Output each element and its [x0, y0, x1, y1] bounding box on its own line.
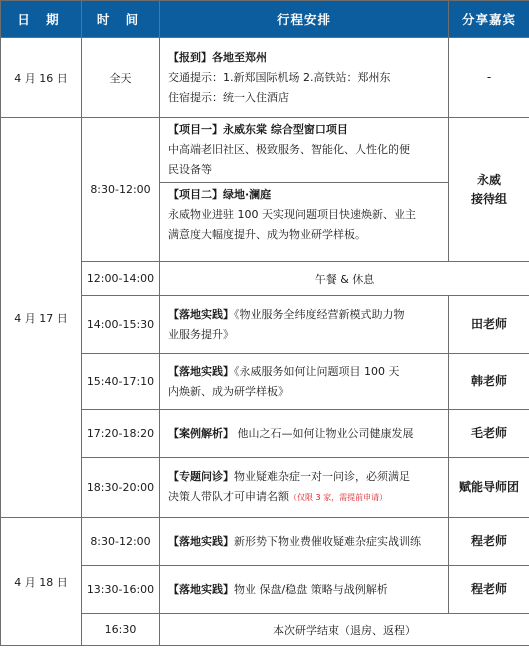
item-tag: 【落地实践】	[168, 534, 234, 548]
item-text: 内焕新、成为研学样板》	[168, 384, 289, 398]
header-time: 时 间	[82, 1, 160, 38]
item-tag: 【落地实践】	[168, 364, 234, 378]
time-cell: 13:30-16:00	[82, 566, 160, 614]
table-row	[1, 38, 529, 118]
date-cell: 4 月 16 日	[1, 38, 82, 118]
item-text: 物业疑难杂症一对一问诊，必须满足	[234, 470, 410, 483]
schedule-cell	[160, 566, 449, 614]
item-title: 【项目一】永威东棠 综合型窗口项目	[168, 123, 348, 136]
item-text: 物业 保盘/稳盘 策略与战例解析	[234, 582, 388, 596]
schedule-cell	[160, 118, 449, 262]
schedule-cell	[160, 296, 449, 354]
time-cell: 15:40-17:10	[82, 354, 160, 410]
guest-cell: 程老师	[449, 518, 529, 566]
guest-cell: -	[449, 38, 529, 118]
time-cell: 14:00-15:30	[82, 296, 160, 354]
item-tag: 【案例解析】	[168, 426, 234, 440]
time-cell: 17:20-18:20	[82, 410, 160, 458]
schedule-cell	[160, 354, 449, 410]
date-cell: 4 月 17 日	[1, 118, 82, 518]
item-text: 交通提示：1.新郑国际机场 2.高铁站：郑州东	[168, 70, 391, 84]
header-row	[1, 1, 529, 38]
header-guest: 分享嘉宾	[449, 1, 529, 38]
item-text: 他山之石—如何让物业公司健康发展	[234, 426, 414, 440]
item-tag: 【专题问诊】	[168, 470, 234, 483]
time-cell: 8:30-12:00	[82, 518, 160, 566]
item-text: 《物业服务全纬度经营新模式助力物	[234, 307, 405, 321]
end-cell: 本次研学结束（退房、返程）	[160, 614, 529, 646]
item-text: 业服务提升》	[168, 327, 234, 341]
header-schedule: 行程安排	[160, 1, 449, 38]
time-cell: 全天	[82, 38, 160, 118]
item-text: 住宿提示：统一入住酒店	[168, 90, 289, 104]
guest-cell	[449, 118, 529, 262]
guest-cell: 田老师	[449, 296, 529, 354]
time-cell: 12:00-14:00	[82, 262, 160, 296]
time-cell: 18:30-20:00	[82, 458, 160, 518]
item-text: 永威物业进驻 100 天实现问题项目快速焕新、业主	[168, 208, 416, 221]
time-cell: 16:30	[82, 614, 160, 646]
table-row	[1, 118, 529, 262]
item-text: 新形势下物业费催收疑难杂症实战训练	[234, 534, 421, 548]
guest-name: 接待组	[470, 191, 507, 206]
item-text: 民设备等	[168, 163, 212, 176]
project-one	[160, 118, 448, 182]
guest-cell: 韩老师	[449, 354, 529, 410]
guest-cell: 赋能导师团	[449, 458, 529, 518]
limit-note: （仅限 3 家，需提前申请）	[289, 493, 388, 502]
time-cell: 8:30-12:00	[82, 118, 160, 262]
guest-cell: 程老师	[449, 566, 529, 614]
item-text: 《永威服务如何让问题项目 100 天	[234, 364, 400, 378]
item-text: 中高端老旧社区、极致服务、智能化、人性化的便	[168, 143, 410, 156]
schedule-cell	[160, 410, 449, 458]
item-title: 【项目二】绿地·澜庭	[168, 188, 272, 201]
schedule-cell	[160, 38, 449, 118]
schedule-cell	[160, 518, 449, 566]
lunch-cell: 午餐 & 休息	[160, 262, 529, 296]
table-row	[1, 518, 529, 566]
item-tag: 【落地实践】	[168, 307, 234, 321]
guest-name: 永威	[476, 172, 501, 187]
item-text: 满意度大幅度提升、成为物业研学样板。	[168, 228, 366, 241]
header-date: 日 期	[1, 1, 82, 38]
item-text: 决策人带队才可申请名额	[168, 490, 289, 503]
guest-cell: 毛老师	[449, 410, 529, 458]
item-title: 【报到】各地至郑州	[168, 50, 267, 64]
project-two	[160, 182, 448, 247]
item-tag: 【落地实践】	[168, 582, 234, 596]
date-cell: 4 月 18 日	[1, 518, 82, 646]
schedule-cell	[160, 458, 449, 518]
